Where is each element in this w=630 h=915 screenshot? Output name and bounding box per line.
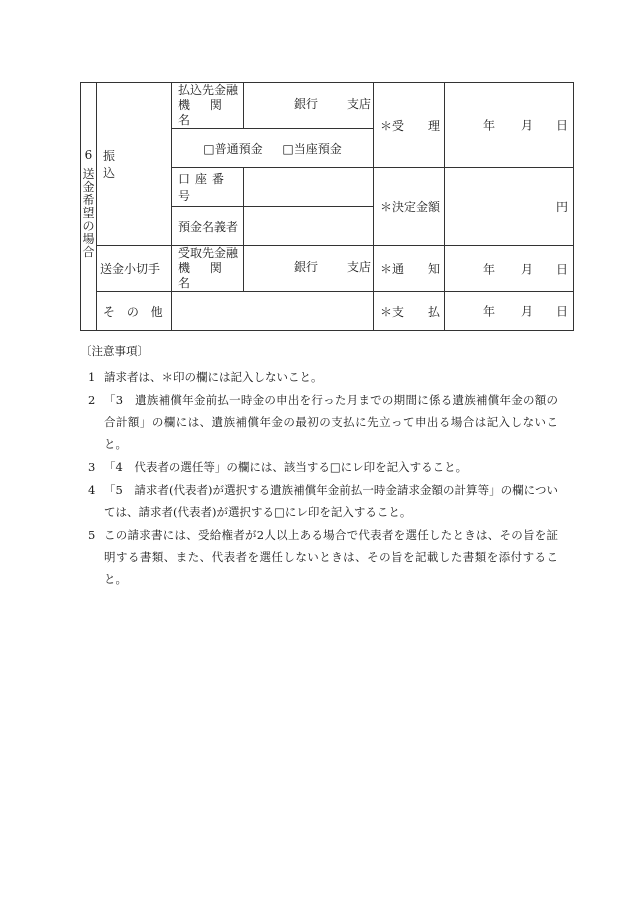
ordinary-deposit-label: 普通預金: [214, 141, 263, 156]
account-holder-label: 預金名義者: [172, 207, 244, 246]
decision-amount-field[interactable]: 円: [445, 168, 574, 246]
ordinary-deposit-checkbox[interactable]: □普通預金: [203, 141, 263, 156]
section-6-title: [81, 83, 97, 331]
receiving-bank-label: 受取先金融 機 関 名: [172, 246, 244, 292]
payment-date-field[interactable]: 年 月 日: [445, 292, 574, 331]
notice-date-field[interactable]: 年 月 日: [445, 246, 574, 292]
account-number-field[interactable]: [244, 168, 374, 207]
payee-bank-label: 払込先金融 機 関 名: [172, 83, 244, 129]
branch-word: 支店: [347, 260, 372, 274]
notes-heading: 〔注意事項〕: [80, 344, 149, 358]
payee-bank-field[interactable]: [244, 83, 374, 129]
bank-word: 銀行: [294, 260, 319, 274]
section-number: 6: [84, 148, 93, 162]
receiving-bank-field[interactable]: [244, 246, 374, 292]
decision-amount-label: ＊決定金額: [374, 168, 445, 246]
other-label: そ の 他: [97, 292, 172, 331]
receipt-label: ＊受 理: [374, 83, 445, 168]
note-item-2: 2 「3 遺族補償年金前払一時金の申出を行った月までの期間に係る遺族補償年金の額の合計額」の欄には、遺族補償年金の最初の支払に先立って申出る場合は記入しないこと。: [88, 393, 558, 451]
current-deposit-label: 当座預金: [293, 141, 342, 156]
account-number-label: 口座番号: [172, 168, 244, 207]
bank-word: 銀行: [294, 97, 319, 111]
payment-label: ＊支 払: [374, 292, 445, 331]
branch-word: 支店: [347, 97, 372, 111]
section-title-vertical: 送 金 希 望 の 場 合: [82, 167, 95, 259]
furikomi-label: 振 込: [97, 83, 172, 246]
note-item-3: 3 「4 代表者の選任等」の欄には、該当する□にレ印を記入すること。: [88, 460, 468, 474]
remittance-table: [80, 82, 574, 331]
account-type-field: [172, 129, 374, 168]
note-item-4: 4 「5 請求者(代表者)が選択する遺族補償年金前払一時金請求金額の計算等」の欄については、請求者(代表者)が選択する□にレ印を記入すること。: [88, 483, 558, 519]
postal-check-label: 送金小切手: [97, 246, 172, 292]
other-field[interactable]: [172, 292, 374, 331]
notes-section: [80, 340, 558, 591]
notice-label: ＊通 知: [374, 246, 445, 292]
current-deposit-checkbox[interactable]: □当座預金: [282, 141, 342, 156]
account-holder-field[interactable]: [244, 207, 374, 246]
receipt-date-field[interactable]: 年 月 日: [445, 83, 574, 168]
note-item-5: 5 この請求書には、受給権者が2人以上ある場合で代表者を選任したときは、その旨を証明する書類、また、代表者を選任しないときは、その旨を記載した書類を添付すること。: [88, 528, 558, 586]
note-item-1: 1 請求者は、＊印の欄には記入しないこと。: [88, 370, 323, 384]
